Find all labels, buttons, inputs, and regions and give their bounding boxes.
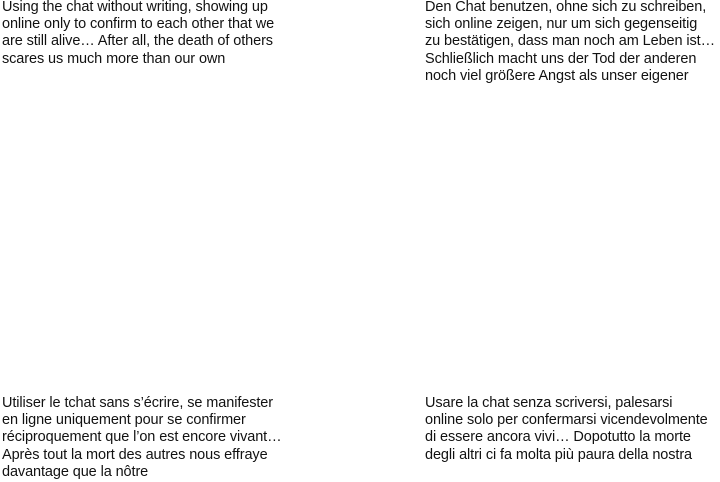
quote-german: Den Chat benutzen, ohne sich zu schreiben, sich online zeigen, nur um sich gegenseitig zu bestätigen, dass man noch am Leben ist… Schließlich macht uns der Tod der anderen noch viel größere Angst als unser eigener <box>425 0 715 84</box>
quote-italian: Usare la chat senza scriversi, palesarsi online solo per confermarsi vicendevolmente di essere ancora vivi… Dopotutto la morte degli altri ci fa molta più paura della nostra <box>425 395 708 463</box>
quote-english: Using the chat without writing, showing up online only to confirm to each other that we are still alive… After all, the death of others scares us much more than our own <box>2 0 275 67</box>
quote-french: Utiliser le tchat sans s’écrire, se manifester en ligne uniquement pour se confirmer réciproquement que l’on est encore vivant… Après tout la mort des autres nous effraye davantage que la nôtre <box>2 395 282 480</box>
